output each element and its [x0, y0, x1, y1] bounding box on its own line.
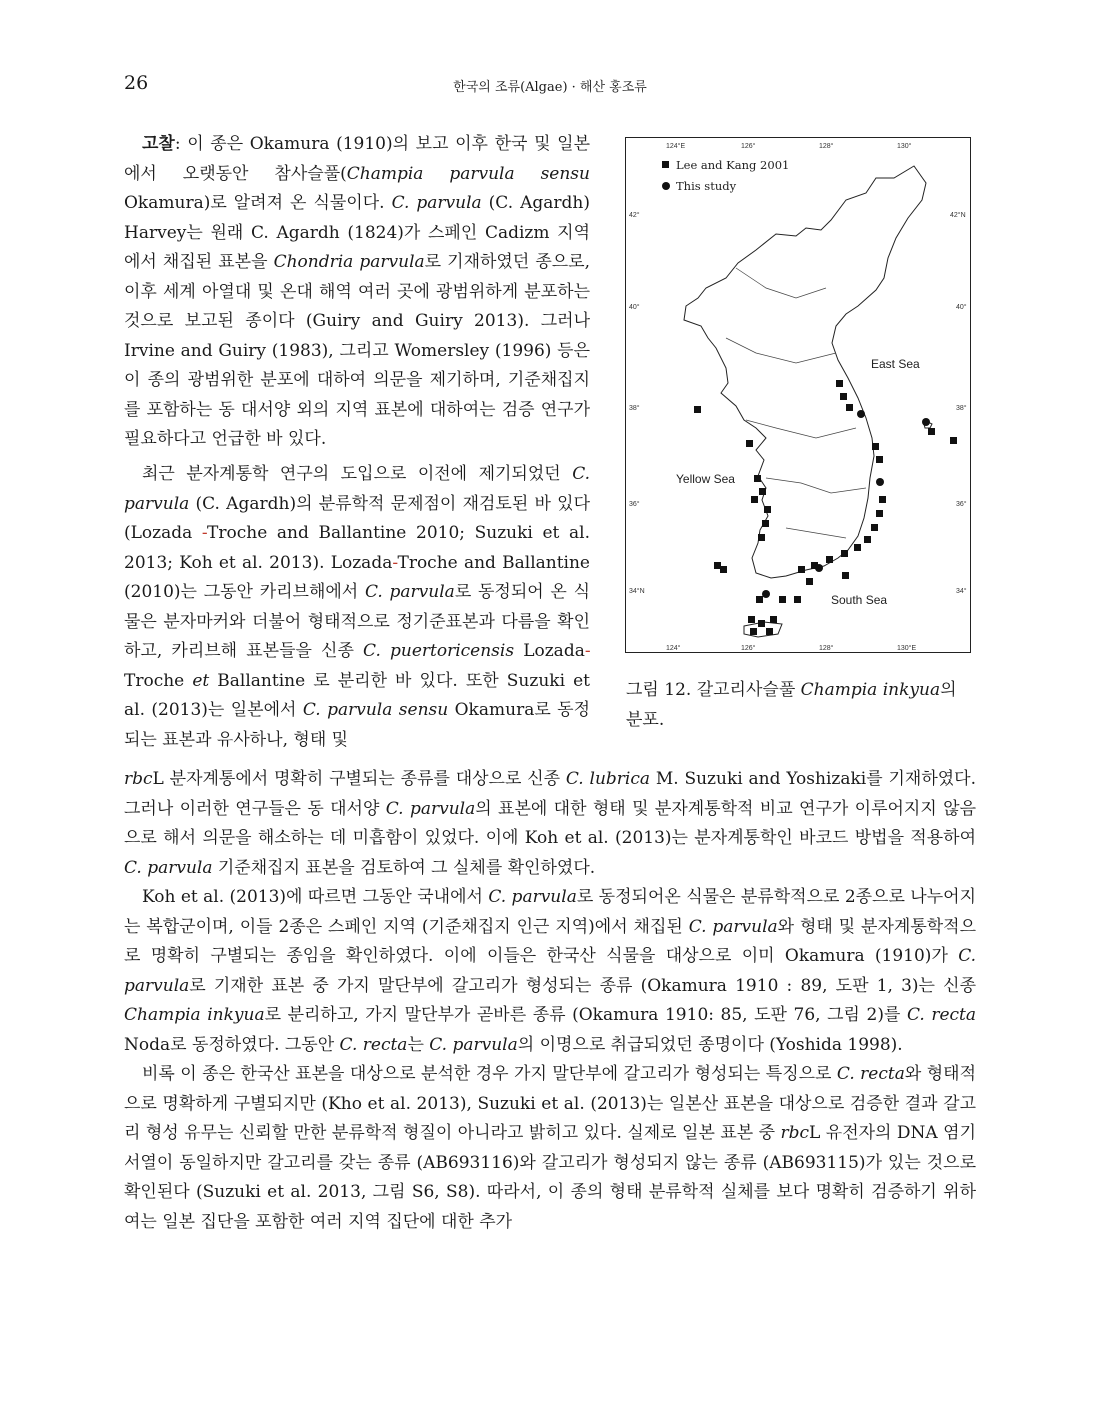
- lon-tick-top: 126°: [741, 143, 756, 150]
- square-marker: [756, 596, 763, 603]
- paragraph-recent-studies-cont: rbcL 분자계통에서 명확히 구별되는 종류를 대상으로 신종 C. lubrica M. Suzuki and Yoshizaki를 기재하였다. 그러나 이러한 연구들은 동 대서양 C. parvula의 표본에 대한 형태 및 분자계통학적 비교 연구가 이루어지지 않음으로 해서 의문을 해소하는 데 미흡함이 있었다. 이에 Koh et al. (2013)는 분자계통학인 바코드 방법을 적용하여 C. parvula 기준채집지 표본을 검토하여 그 실체를 확인하였다.: [124, 769, 976, 878]
- lat-tick-right: 42°N: [950, 212, 966, 219]
- square-marker: [754, 475, 761, 482]
- lat-tick-right: 38°: [956, 405, 967, 412]
- full-width-text: [124, 765, 976, 1237]
- square-marker: [770, 616, 777, 623]
- square-marker: [714, 562, 721, 569]
- lon-tick-bottom: 130°E: [897, 645, 917, 652]
- square-marker: [762, 520, 769, 527]
- square-marker: [864, 536, 871, 543]
- square-marker: [841, 550, 848, 557]
- lat-tick-right: 34°: [956, 588, 967, 595]
- square-marker: [750, 628, 757, 635]
- square-marker: [748, 616, 755, 623]
- square-marker: [751, 496, 758, 503]
- lon-tick-top: 128°: [819, 143, 834, 150]
- square-marker: [746, 440, 753, 447]
- lon-tick-bottom: 126°: [741, 645, 756, 652]
- circle-marker: [762, 590, 770, 598]
- square-marker: [779, 596, 786, 603]
- square-marker: [759, 488, 766, 495]
- figure-caption-label: 그림 12.: [626, 680, 692, 700]
- legend-circle-label: This study: [676, 179, 737, 193]
- province-boundaries: [726, 268, 866, 538]
- figure-caption: 그림 12. 갈고리사슬풀 Champia inkyua의 분포.: [626, 680, 957, 730]
- discussion-label: 고찰: [142, 134, 175, 154]
- square-marker: [836, 380, 843, 387]
- square-marker: [794, 596, 801, 603]
- circle-marker: [876, 478, 884, 486]
- square-marker: [846, 404, 853, 411]
- sea-label-east: East Sea: [871, 357, 920, 371]
- paragraph-koh-results: Koh et al. (2013)에 따르면 그동안 국내에서 C. parvula로 동정되어온 식물은 분류학적으로 2종으로 나누어지는 복합군이며, 이들 2종은 스페인 지역 (기준채집지 인근 지역)에서 채집된 C. parvula와 형태 및 분자계통학적으로 명확히 구별되는 종임을 확인하였다. 이에 이들은 한국산 식물을 대상으로 이미 Okamura (1910)가 C. parvula로 기재한 표본 중 가지 말단부에 갈고리가 형성되는 종류 (Okamura 1910 : 89, 도판 1, 3)는 신종 Champia inkyua로 분리하고, 가지 말단부가 곧바른 종류 (Okamura 1910: 85, 도판 76, 그림 2)를 C. recta Noda로 동정하였다. 그동안 C. recta는 C. parvula의 이명으로 취급되었던 종명이다 (Yoshida 1998).: [124, 887, 977, 1055]
- lon-tick-top: 124°E: [666, 143, 686, 150]
- lat-tick-left: 42°: [629, 212, 640, 219]
- square-marker: [758, 620, 765, 627]
- lon-tick-bottom: 124°: [666, 645, 681, 652]
- square-marker: [826, 556, 833, 563]
- square-marker: [842, 572, 849, 579]
- square-marker: [854, 544, 861, 551]
- square-marker: [766, 628, 773, 635]
- square-marker: [872, 443, 879, 450]
- square-marker: [806, 578, 813, 585]
- lat-tick-right: 36°: [956, 501, 967, 508]
- legend-square-label: Lee and Kang 2001: [676, 158, 790, 172]
- square-marker: [876, 456, 883, 463]
- lee-kang-markers: [694, 380, 957, 635]
- square-marker: [758, 534, 765, 541]
- map-figure: [625, 137, 971, 653]
- paragraph-hook-character: 비록 이 종은 한국산 표본을 대상으로 분석한 경우 가지 말단부에 갈고리가 형성되는 특징으로 C. recta와 형태적으로 명확하게 구별되지만 (Kho et al. 2013), Suzuki et al. (2013)는 일본산 표본을 대상으로 검증한 결과 갈고리 형성 유무는 신뢰할 만한 분류학적 형질이 아니라고 밝히고 있다. 실제로 일본 표본 중 rbcL 유전자의 DNA 염기서열이 동일하지만 갈고리를 갖는 종류 (AB693116)와 갈고리가 형성되지 않는 종류 (AB693115)가 있는 것으로 확인된다 (Suzuki et al. 2013, 그림 S6, S8). 따라서, 이 종의 형태 분류학적 실체를 보다 명확히 검증하기 위하여는 일본 집단을 포함한 여러 지역 집단에 대한 추가: [124, 1064, 976, 1232]
- sea-label-south: South Sea: [831, 593, 888, 607]
- lon-tick-bottom: 128°: [819, 645, 834, 652]
- lat-tick-left: 36°: [629, 501, 640, 508]
- square-marker: [840, 393, 847, 400]
- lat-tick-left: 34°N: [629, 588, 645, 595]
- square-marker: [876, 510, 883, 517]
- page-number: 26: [124, 72, 149, 94]
- lat-tick-left: 38°: [629, 405, 640, 412]
- korea-map: [626, 138, 972, 654]
- square-marker: [798, 566, 805, 573]
- column-text-p2: [124, 460, 590, 755]
- lat-tick-right: 40°: [956, 304, 967, 311]
- square-marker: [694, 406, 701, 413]
- square-marker: [764, 506, 771, 513]
- this-study-markers: [762, 410, 930, 598]
- circle-marker: [857, 410, 865, 418]
- legend-circle-icon: [662, 182, 670, 190]
- lon-tick-top: 130°: [897, 143, 912, 150]
- square-marker: [720, 566, 727, 573]
- left-column-text: [124, 130, 590, 455]
- circle-marker: [815, 564, 823, 572]
- legend-square-icon: [662, 161, 669, 168]
- paragraph-recent-studies: 최근 분자계통학 연구의 도입으로 이전에 제기되었던 C. parvula (C. Agardh)의 분류학적 문제점이 재검토된 바 있다 (Lozada -Troche and Ballantine 2010; Suzuki et al. 2013; Koh et al. 2013). Lozada-Troche and Ballantine (2010)는 그동안 카리브해에서 C. parvula로 동정되어 온 식물은 분자마커와 더불어 형태적으로 정기준표본과 다름을 확인하고, 카리브해 표본들을 신종 C. puertoricensis Lozada-Troche et Ballantine 로 분리한 바 있다. 또한 Suzuki et al. (2013)는 일본에서 C. parvula sensu Okamura로 동정되는 표본과 유사하나, 형태 및: [124, 464, 590, 750]
- sea-label-yellow: Yellow Sea: [676, 472, 735, 486]
- circle-marker: [922, 418, 930, 426]
- square-marker: [928, 428, 935, 435]
- lat-tick-left: 40°: [629, 304, 640, 311]
- square-marker: [879, 496, 886, 503]
- square-marker: [871, 524, 878, 531]
- peninsula-coastline: [684, 166, 926, 578]
- running-head: 한국의 조류(Algae) · 해산 홍조류: [453, 80, 647, 95]
- paragraph-discussion: 고찰: 이 종은 Okamura (1910)의 보고 이후 한국 및 일본에서 오랫동안 참사슬풀(Champia parvula sensu Okamura)로 알려져 온 식물이다. C. parvula (C. Agardh) Harvey는 원래 C. Agardh (1824)가 스페인 Cadizm 지역에서 채집된 표본을 Chondria parvula로 기재하였던 종으로, 이후 세계 아열대 및 온대 해역 여러 곳에 광범위하게 분포하는 것으로 보고된 종이다 (Guiry and Guiry 2013). 그러나 Irvine and Guiry (1983), 그리고 Womersley (1996) 등은 이 종의 광범위한 분포에 대하여 의문을 제기하며, 기준채집지를 포함하는 동 대서양 외의 지역 표본에 대하여는 검증 연구가 필요하다고 언급한 바 있다.: [124, 134, 591, 449]
- square-marker: [950, 437, 957, 444]
